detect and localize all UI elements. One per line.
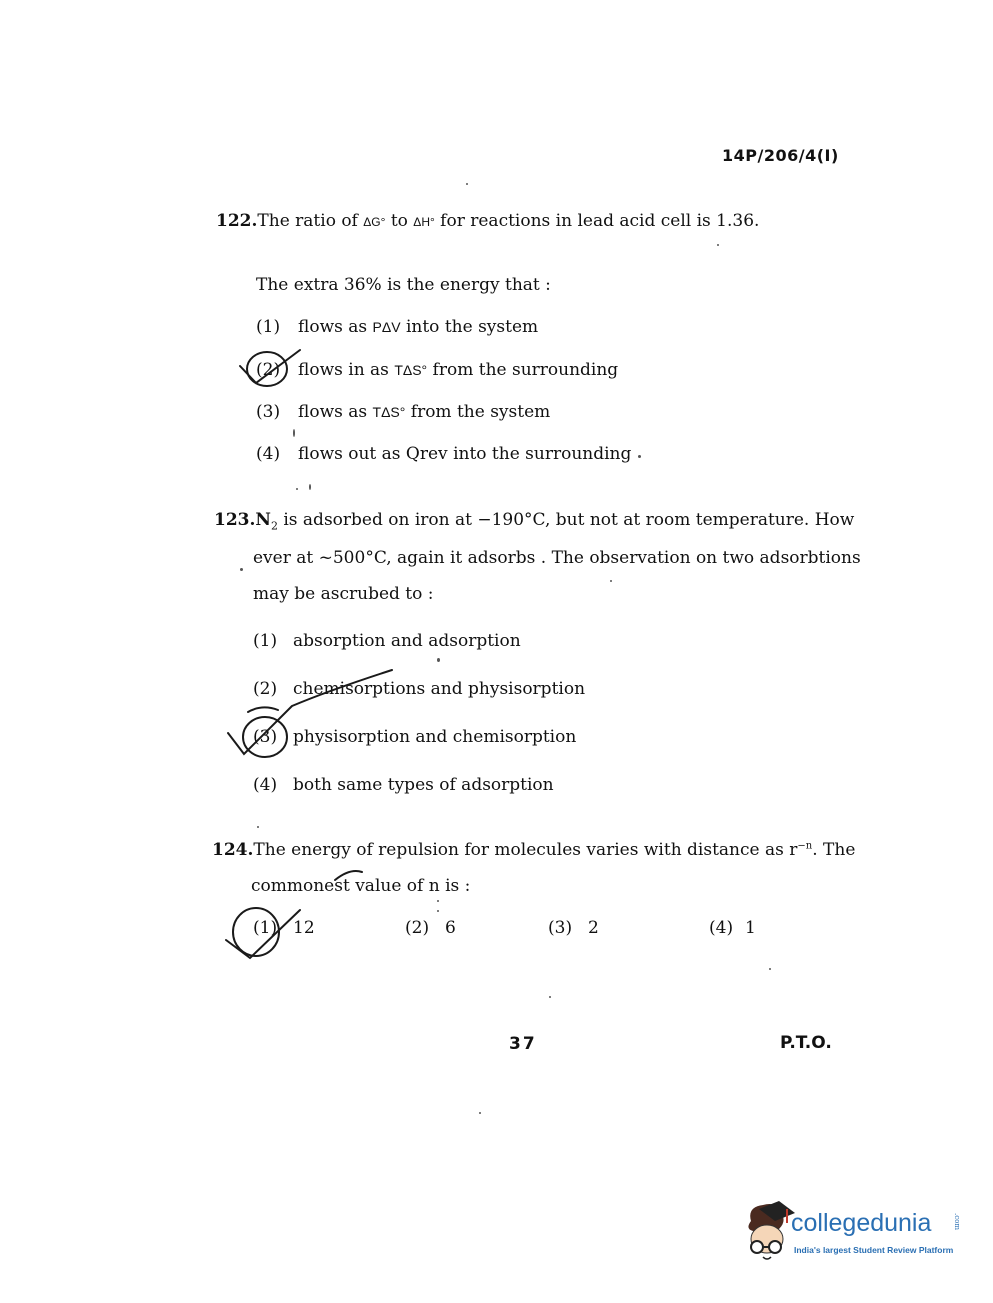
question-124	[212, 840, 855, 860]
option-123-4	[253, 775, 554, 795]
option-124-1	[253, 918, 315, 938]
scan-speck	[293, 429, 295, 437]
option-number: (4)	[709, 918, 734, 938]
option-122-3	[256, 402, 550, 422]
symbol: TΔS°	[372, 404, 406, 420]
option-number: (3)	[548, 918, 573, 938]
option-text: flows as	[298, 402, 373, 422]
watermark-tagline: India's largest Student Review Platform	[794, 1245, 954, 1255]
option-123-2	[253, 679, 585, 699]
question-124-line2: commonest value of n is :	[251, 876, 471, 896]
superscript: −n	[797, 840, 813, 852]
option-text: 6	[445, 918, 456, 938]
question-122	[216, 211, 759, 231]
collegedunia-watermark	[737, 1199, 967, 1269]
scan-speck	[257, 826, 259, 828]
scan-speck	[437, 658, 440, 662]
option-number: (3)	[253, 727, 278, 747]
question-text: The energy of repulsion for molecules varies with distance as r	[253, 840, 798, 860]
option-text: physisorption and chemisorption	[293, 727, 577, 747]
pto-label: P.T.O.	[780, 1033, 832, 1053]
watermark-dotcom: .com	[953, 1213, 961, 1230]
paper-code: 14P/206/4(I)	[722, 146, 839, 165]
scan-speck	[638, 455, 641, 458]
question-text: . The	[812, 840, 856, 860]
scan-speck	[296, 488, 298, 490]
option-number: (4)	[253, 775, 278, 795]
option-123-1	[253, 631, 521, 651]
option-text: both same types of adsorption	[293, 775, 554, 795]
question-123-line3: may be ascrubed to :	[253, 584, 434, 604]
scan-speck	[717, 244, 719, 246]
option-text: flows in as	[298, 360, 395, 380]
option-122-4	[256, 444, 631, 464]
question-number: 123.	[214, 510, 256, 530]
option-text: 2	[588, 918, 599, 938]
option-text: from the surrounding	[427, 360, 619, 380]
option-number: (3)	[256, 402, 281, 422]
option-124-2	[405, 918, 456, 938]
scan-speck	[479, 1112, 481, 1114]
option-number: (2)	[405, 918, 430, 938]
option-number: (1)	[256, 317, 281, 337]
scan-speck	[769, 968, 771, 970]
question-text: for reactions in lead acid cell is 1.36.	[434, 211, 760, 231]
question-122-stem: The extra 36% is the energy that :	[256, 275, 551, 295]
question-text: N	[255, 510, 271, 530]
collegedunia-mascot-icon	[737, 1199, 797, 1261]
scan-speck	[466, 183, 468, 185]
question-text: The ratio of	[257, 211, 364, 231]
watermark-brand: collegedunia	[791, 1209, 932, 1237]
option-122-2	[256, 360, 618, 380]
page-number: 37	[509, 1034, 537, 1054]
question-text: to	[385, 211, 414, 231]
option-number: (2)	[256, 360, 281, 380]
question-123-line2: ever at ~500°C, again it adsorbs . The observation on two adsorbtions	[253, 548, 861, 568]
symbol: ΔG°	[363, 215, 386, 229]
scan-speck	[240, 568, 243, 571]
option-number: (2)	[253, 679, 278, 699]
option-text: 12	[293, 918, 315, 938]
question-number: 122.	[216, 211, 258, 231]
scan-speck	[549, 996, 551, 998]
symbol: PΔV	[372, 319, 401, 335]
symbol: TΔS°	[394, 362, 428, 378]
scan-speck	[610, 580, 612, 582]
subscript: 2	[270, 519, 278, 533]
option-text: flows as	[298, 317, 373, 337]
symbol: ΔH°	[413, 215, 435, 229]
option-124-4	[709, 918, 756, 938]
scan-speck	[437, 900, 439, 902]
option-text: chemisorptions and physisorption	[293, 679, 586, 699]
question-text: is adsorbed on iron at −190°C, but not at room temperature. How	[277, 510, 855, 530]
question-123	[214, 510, 854, 532]
option-text: absorption and adsorption	[293, 631, 521, 651]
question-number: 124.	[212, 840, 254, 860]
option-text: from the system	[405, 402, 551, 422]
option-text: into the system	[400, 317, 539, 337]
option-number: (1)	[253, 918, 278, 938]
option-123-3	[253, 727, 576, 747]
option-number: (1)	[253, 631, 278, 651]
option-text: flows out as Qrev into the surrounding	[298, 444, 632, 464]
option-122-1	[256, 317, 538, 337]
scan-speck	[309, 484, 311, 490]
scan-speck	[437, 910, 439, 912]
option-number: (4)	[256, 444, 281, 464]
option-text: 1	[745, 918, 756, 938]
option-124-3	[548, 918, 599, 938]
